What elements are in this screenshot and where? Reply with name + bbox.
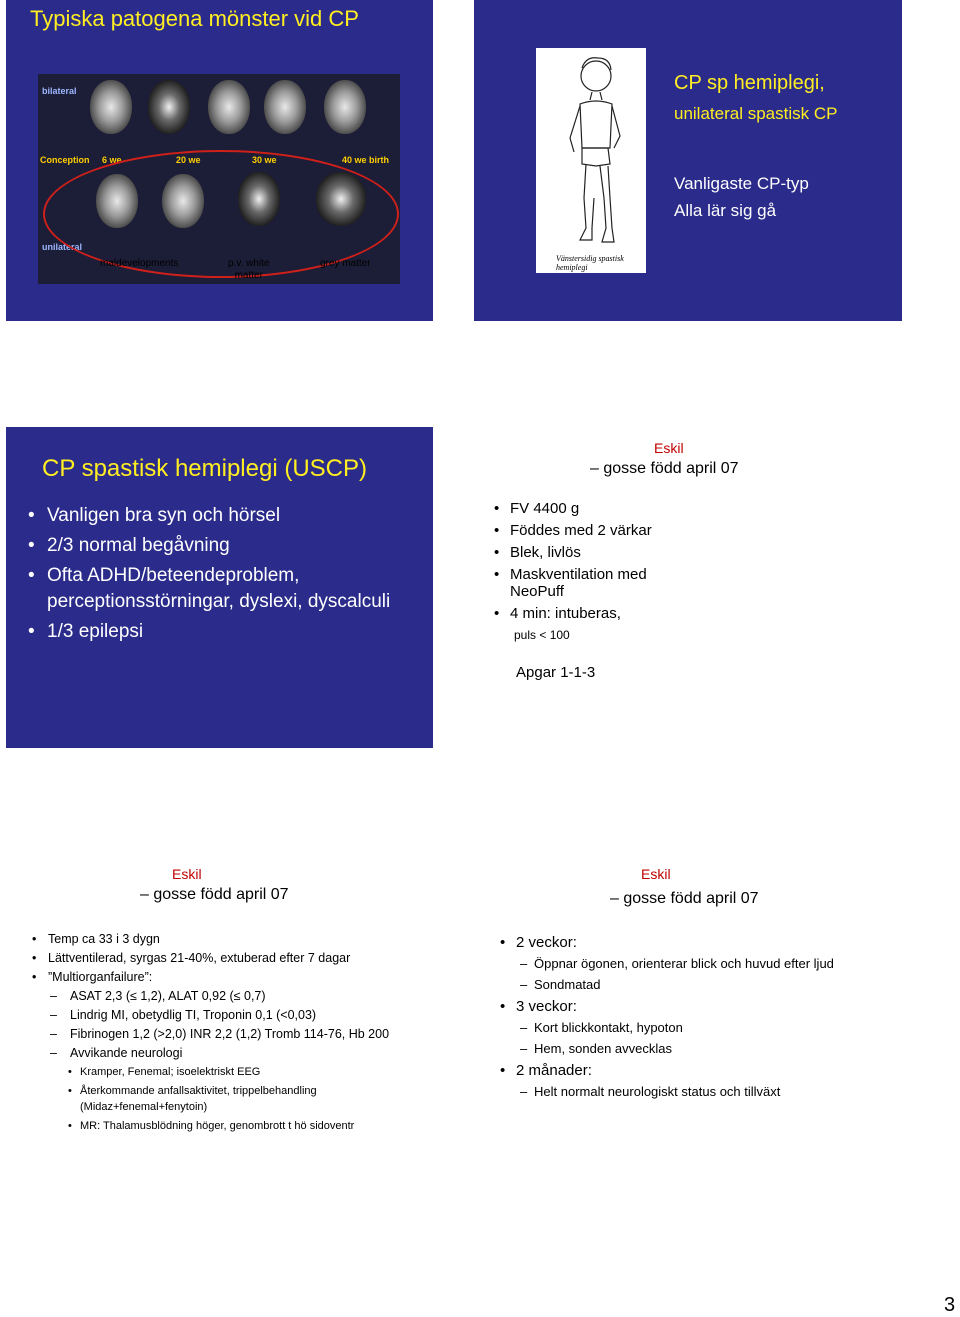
mri-scan [148, 80, 190, 134]
text-line: Vanligaste CP-typ [674, 174, 809, 193]
apgar-score: Apgar 1-1-3 [516, 664, 596, 681]
list-item: • Maskventilation med NeoPuff [494, 566, 690, 600]
label-20-weeks: 20 we [176, 155, 201, 165]
list-item: – Kort blickkontakt, hypoton [500, 1020, 880, 1036]
subtitle-text: gosse född april 07 [603, 460, 739, 477]
list-item: • Blek, livlös [494, 544, 774, 561]
label-40-weeks: 40 we birth [342, 155, 390, 165]
list-item: • 3 veckor: [500, 998, 880, 1016]
list-item: • 2/3 normal begåvning [28, 533, 408, 559]
patient-subtitle: – gosse född april 07 [590, 460, 739, 477]
list-item: • Temp ca 33 i 3 dygn [32, 932, 412, 948]
list-item: – Helt normalt neurologiskt status och tillväxt [500, 1084, 880, 1100]
label-conception: Conception [40, 155, 90, 165]
subtitle-text: gosse född april 07 [623, 890, 759, 907]
label-30-weeks: 30 we [252, 155, 277, 165]
label-6-weeks: 6 we [102, 155, 122, 165]
list-item: • MR: Thalamusblödning höger, genombrott t hö sidoventr [32, 1119, 412, 1135]
list-item: – Fibrinogen 1,2 (>2,0) INR 2,2 (1,2) Tromb 114-76, Hb 200 [32, 1027, 412, 1043]
mri-scan [208, 80, 250, 134]
list-item: • FV 4400 g [494, 500, 774, 517]
bullet-list [32, 932, 412, 1138]
bullet-list [500, 934, 880, 1105]
pulse-note: puls < 100 [514, 628, 570, 642]
slide-uscp [6, 427, 433, 748]
child-illustration [536, 48, 646, 273]
bullet-list [494, 500, 774, 627]
figure-caption: Vänstersidig spastisk hemiplegi [556, 254, 624, 272]
list-item: • 2 veckor: [500, 934, 880, 952]
patient-name: Eskil [641, 866, 671, 882]
slide-title: CP sp hemiplegi, [674, 72, 825, 94]
mri-scan [324, 80, 366, 134]
child-drawing [536, 48, 646, 258]
list-item: • Lättventilerad, syrgas 21-40%, extuberad efter 7 dagar [32, 951, 412, 967]
patient-subtitle: – gosse född april 07 [140, 886, 289, 903]
list-item: • Vanligen bra syn och hörsel [28, 503, 408, 529]
mri-scan [264, 80, 306, 134]
list-item: • Föddes med 2 värkar [494, 522, 774, 539]
text-line: Alla lär sig gå [674, 201, 777, 220]
caption-grey-matter: grey matter [320, 258, 371, 269]
patient-name: Eskil [654, 440, 684, 456]
list-item: • ”Multiorganfailure”: [32, 970, 412, 986]
list-item: • 2 månader: [500, 1062, 880, 1080]
page-number: 3 [944, 1294, 956, 1316]
slide-title: CP spastisk hemiplegi (USCP) [42, 455, 367, 482]
slide-subtitle: unilateral spastisk CP [674, 104, 838, 123]
bullet-list [28, 503, 408, 649]
subtitle-text: gosse född april 07 [153, 886, 289, 903]
list-item: – Sondmatad [500, 977, 880, 993]
list-item: • Kramper, Fenemal; isoelektriskt EEG [32, 1065, 412, 1081]
list-item: – Hem, sonden avvecklas [500, 1041, 880, 1057]
patient-name: Eskil [172, 866, 202, 882]
label-unilateral: unilateral [42, 242, 83, 252]
list-item: • Återkommande anfallsaktivitet, trippelbehandling (Midaz+fenemal+fenytoin) [32, 1084, 412, 1115]
slide-title: Typiska patogena mönster vid CP [30, 6, 359, 31]
patient-subtitle: – gosse född april 07 [610, 890, 759, 907]
caption-maldevelopments: maldevelopments [100, 258, 179, 269]
list-item: – Lindrig MI, obetydlig TI, Troponin 0,1 (<0,03) [32, 1008, 412, 1024]
mri-scan [90, 80, 132, 134]
list-item: • Ofta ADHD/beteendeproblem, perceptionsstörningar, dyslexi, dyscalculi [28, 563, 408, 615]
slide-pathogenic-patterns [6, 0, 433, 321]
list-item: – Avvikande neurologi [32, 1046, 412, 1062]
caption-white-matter: p.v. white matter [228, 258, 270, 281]
list-item: • 4 min: intuberas, [494, 605, 774, 622]
list-item: – ASAT 2,3 (≤ 1,2), ALAT 0,92 (≤ 0,7) [32, 989, 412, 1005]
slide-hemiplegia-overview [474, 0, 902, 321]
list-item: – Öppnar ögonen, orienterar blick och huvud efter ljud [500, 956, 880, 972]
slide-text [674, 170, 809, 224]
label-bilateral: bilateral [42, 86, 77, 96]
list-item: • 1/3 epilepsi [28, 619, 408, 645]
